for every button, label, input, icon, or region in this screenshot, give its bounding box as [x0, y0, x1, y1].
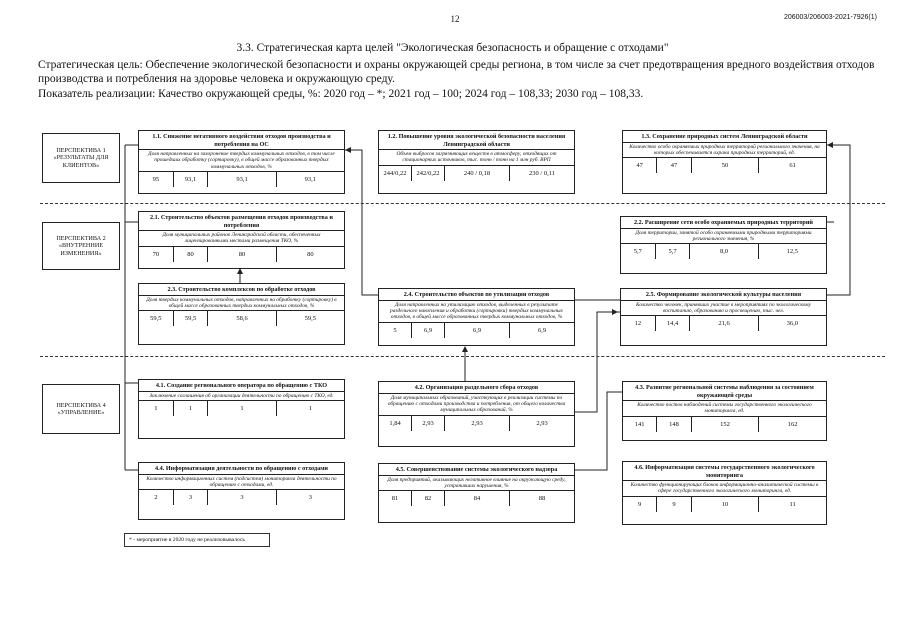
value-2030: 3: [308, 494, 312, 502]
box-values: [623, 158, 826, 173]
value-2030: 230 / 0,11: [529, 169, 555, 177]
value-2024: 1: [208, 401, 276, 416]
box-4-4: [138, 462, 345, 520]
value-2030: 88: [538, 495, 546, 503]
value-2024: 6,9: [445, 323, 510, 338]
box-2-2: [620, 216, 827, 274]
box-values: [379, 323, 574, 338]
value-2030: 36,0: [786, 320, 799, 328]
value-2021: 5,7: [656, 244, 691, 259]
box-title: 2.5. Формирование экологической культуры населения: [621, 289, 826, 301]
box-4-2: [378, 381, 575, 447]
value-2024: 10: [692, 497, 760, 512]
value-2030: 59,5: [304, 315, 317, 323]
perspective-4-label: ПЕРСПЕКТИВА 4 «УПРАВЛЕНИЕ»: [42, 384, 120, 434]
value-2021: 148: [657, 417, 691, 432]
value-2021: 2,93: [412, 416, 445, 431]
value-2020: 12: [621, 316, 656, 331]
value-2030: 162: [787, 420, 798, 428]
box-description: Количество человек, принявших участие в мероприятиях по экологическому воспитанию, образованию и просвещению, тыс. чел.: [621, 301, 826, 317]
value-2024: 240 / 0,18: [445, 166, 510, 181]
value-2030: 80: [307, 250, 314, 258]
value-2024: 8,0: [690, 244, 758, 259]
box-description: Доля муниципальных образований, участвующих в реализации системы по обращению с отходами производства и потребления, от общего количества муниципальных образований, %: [379, 394, 574, 416]
box-4-1: [138, 379, 345, 439]
box-title: 4.2. Организация раздельного сбора отходов: [379, 382, 574, 394]
box-description: Доля направленных на захоронение твердых коммунальных отходов, в том числе прошедших обработку (сортировку), в общей массе образованных твердых коммунальных отходов, %: [139, 150, 344, 172]
box-2-4: [378, 288, 575, 346]
box-title: 1.1. Снижение негативного воздействия отходов производства и потребления на ОС: [139, 131, 344, 150]
box-values: [623, 497, 826, 512]
box-4-5: [378, 463, 575, 523]
perspective-1-label: ПЕРСПЕКТИВА 1 «РЕЗУЛЬТАТЫ ДЛЯ КЛИЕНТОВ»: [42, 133, 120, 183]
box-values: [379, 491, 574, 506]
value-2030: 11: [789, 500, 796, 508]
value-2020: 244/0,22: [379, 166, 412, 181]
value-2020: 81: [379, 491, 412, 506]
box-description: Доля твердых коммунальных отходов, направленных на обработку (сортировку) в общей массе образованных твердых коммунальных отходов, %: [139, 296, 344, 312]
box-description: Заключение соглашения об организации деятельности по обращению с ТКО, ед.: [139, 392, 344, 401]
value-2030: 93,1: [304, 176, 317, 184]
box-values: [621, 316, 826, 331]
value-2020: 47: [623, 158, 657, 173]
box-title: 1.2. Повышение уровня экологической безопасности населения Ленинградской области: [379, 131, 574, 150]
value-2020: 1,84: [379, 416, 412, 431]
box-values: [621, 244, 826, 259]
value-2020: 5: [379, 323, 412, 338]
value-2024: 84: [445, 491, 510, 506]
value-2021: 82: [412, 491, 445, 506]
box-description: Объем выбросов загрязняющих веществ в атмосферу, отходящих от стационарных источников, тыс. тонн / тонн на 1 млн руб. ВРП: [379, 150, 574, 166]
value-2021: 3: [174, 490, 209, 505]
box-description: Доля территории, занятой особо охраняемыми природными территориями регионального значения, %: [621, 229, 826, 245]
value-2030: 12,5: [786, 248, 799, 256]
box-2-5: [620, 288, 827, 346]
value-2030: 61: [789, 162, 796, 170]
box-4-3: [622, 381, 827, 441]
box-title: 4.6. Информатизация системы государственного экологического мониторинга: [623, 462, 826, 481]
box-values: [139, 401, 344, 416]
box-1-3: [622, 130, 827, 194]
value-2020: 59,5: [139, 311, 174, 326]
page-number: 12: [450, 14, 460, 24]
box-values: [379, 416, 574, 431]
box-title: 1.3. Сохранение природных систем Ленинградской области: [623, 131, 826, 143]
box-title: 2.3. Строительство комплексов по обработке отходов: [139, 284, 344, 296]
box-description: Количество постов наблюдений системы государственного экологического мониторинга, ед.: [623, 401, 826, 417]
perspective-2-label: ПЕРСПЕКТИВА 2 «ВНУТРЕННИЕ ИЗМЕНЕНИЯ»: [42, 222, 120, 270]
value-2021: 6,9: [412, 323, 445, 338]
box-values: [379, 166, 574, 181]
box-description: Доля муниципальных районов Ленинградской области, обеспеченных лицензированными местами размещения ТКО, %: [139, 231, 344, 247]
divider-1: [40, 203, 885, 204]
box-values: [623, 417, 826, 432]
value-2020: 70: [139, 247, 174, 262]
box-description: Количество функционирующих блоков информационно-аналитической системы в сфере государственного экологического мониторинга, ед.: [623, 481, 826, 497]
value-2021: 1: [174, 401, 209, 416]
box-title: 2.2. Расширение сети особо охраняемых природных территорий: [621, 217, 826, 229]
box-4-6: [622, 461, 827, 525]
value-2021: 9: [657, 497, 691, 512]
value-2021: 14,4: [656, 316, 691, 331]
box-2-3: [138, 283, 345, 345]
box-title: 2.4. Строительство объектов по утилизации отходов: [379, 289, 574, 301]
box-title: 4.3. Развитие региональной системы наблюдения за состоянием окружающей среды: [623, 382, 826, 401]
value-2024: 50: [692, 158, 760, 173]
value-2020: 141: [623, 417, 657, 432]
box-description: Количество информационных систем (подсистем) мониторинга деятельности по обращению с отходами, ед.: [139, 475, 344, 491]
value-2021: 242/0,22: [412, 166, 445, 181]
value-2020: 1: [139, 401, 174, 416]
value-2024: 21,6: [690, 316, 758, 331]
box-description: Доля направленных на утилизацию отходов, выделенных в результате раздельного накопления и обработки (сортировки) твердых коммунальных отходов, в общей массе образованных твердых коммунальных отходов, %: [379, 301, 574, 323]
value-2030: 2,93: [536, 419, 548, 427]
box-title: 4.1. Создание регионального оператора по обращению с ТКО: [139, 380, 344, 392]
box-title: 4.4. Информатизация деятельности по обращению с отходами: [139, 463, 344, 475]
value-2020: 2: [139, 490, 174, 505]
box-1-2: [378, 130, 575, 194]
value-2021: 47: [657, 158, 691, 173]
value-2030: 6,9: [537, 326, 547, 334]
value-2024: 152: [692, 417, 760, 432]
value-2021: 80: [174, 247, 209, 262]
section-heading: 3.3. Стратегическая карта целей "Экологическая безопасность и обращение с отходами": [236, 42, 669, 54]
value-2024: 2,93: [445, 416, 510, 431]
value-2030: 1: [308, 404, 312, 412]
value-2020: 95: [139, 172, 174, 187]
value-2024: 58,6: [208, 311, 276, 326]
realization-indicator: Показатель реализации: Качество окружающей среды, %: 2020 год – *; 2021 год – 100; 2024 год – 108,33; 2030 год – 108,33.: [38, 88, 644, 100]
box-values: [139, 172, 344, 187]
value-2020: 5,7: [621, 244, 656, 259]
value-2021: 93,1: [174, 172, 209, 187]
box-1-1: [138, 130, 345, 194]
box-description: Доля предприятий, оказывающих негативное влияние на окружающую среду, устранивших нарушения, %: [379, 476, 574, 492]
value-2021: 59,5: [174, 311, 209, 326]
divider-2: [40, 356, 885, 357]
value-2020: 9: [623, 497, 657, 512]
box-values: [139, 311, 344, 326]
box-2-1: [138, 211, 345, 269]
box-values: [139, 490, 344, 505]
value-2024: 80: [208, 247, 276, 262]
box-values: [139, 247, 344, 262]
box-description: Количество особо охраняемых природных территорий регионального значения, на которых обеспечивается охрана природных территорий, ед.: [623, 143, 826, 159]
footnote: * - мероприятие в 2020 году не реализовывалось: [124, 533, 270, 547]
value-2024: 93,1: [208, 172, 276, 187]
value-2024: 3: [208, 490, 276, 505]
box-title: 4.5. Совершенствование системы экологического надзора: [379, 464, 574, 476]
strategic-goal: Стратегическая цель: Обеспечение экологической безопасности и охраны окружающей среды региона, в том числе за счет предотвращения вредного воздействия отходов производства и потребления на здоровье человека и окружающую среду.: [38, 59, 875, 85]
box-title: 2.1. Строительство объектов размещения отходов производства и потребления: [139, 212, 344, 231]
document-id: 206003/206003-2021-7926(1): [783, 14, 877, 21]
